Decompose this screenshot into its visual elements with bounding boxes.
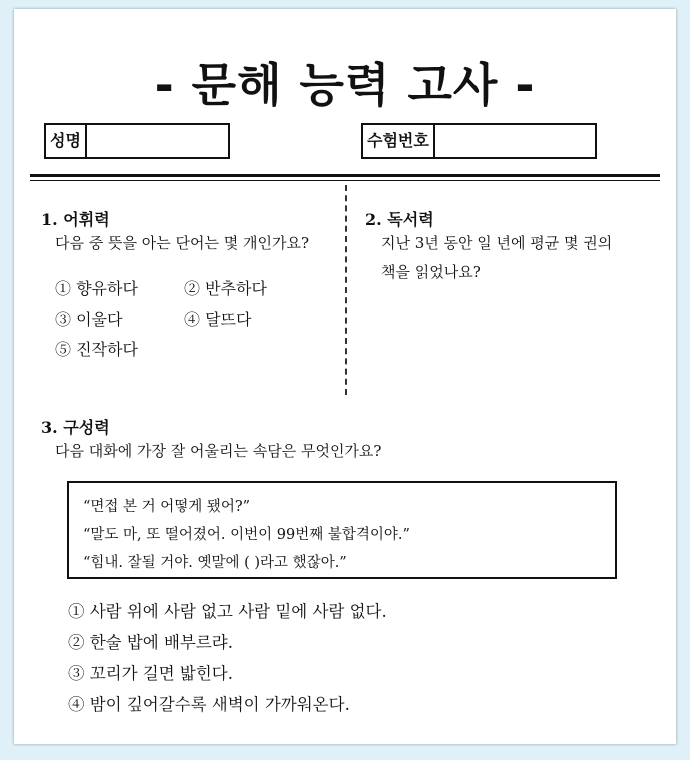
q1-option-1[interactable]: ① 향유하다 — [55, 279, 138, 298]
q3-option-1[interactable]: ① 사람 위에 사람 없고 사람 밑에 사람 없다. — [68, 602, 387, 621]
q2-prompt-line2: 책을 읽었나요? — [381, 263, 481, 281]
q2-number: 2. — [365, 210, 382, 229]
header-divider-thin — [30, 180, 660, 181]
name-input-box[interactable] — [87, 125, 228, 157]
q1-prompt: 다음 중 뜻을 아는 단어는 몇 개인가요? — [55, 234, 310, 252]
q1-title — [41, 207, 110, 230]
q3-option-3[interactable]: ③ 꼬리가 길면 밟힌다. — [68, 664, 233, 683]
q3-prompt: 다음 대화에 가장 잘 어울리는 속담은 무엇인가요? — [55, 442, 382, 460]
q1-title-text: 어휘력 — [63, 210, 110, 229]
q2-prompt-line1: 지난 3년 동안 일 년에 평균 몇 권의 — [381, 234, 613, 252]
exam-title: - 문해 능력 고사 - — [154, 58, 536, 112]
q3-dialog-line-2: “말도 마, 또 떨어졌어. 이번이 99번째 불합격이야.” — [83, 527, 410, 543]
column-divider — [345, 185, 347, 395]
q3-number: 3. — [41, 418, 58, 437]
exam-sheet — [14, 9, 676, 744]
q1-option-2[interactable]: ② 반추하다 — [184, 279, 267, 298]
q3-option-4[interactable]: ④ 밤이 깊어갈수록 새벽이 가까워온다. — [68, 695, 350, 714]
q3-option-2[interactable]: ② 한술 밥에 배부르랴. — [68, 633, 233, 652]
header-divider-thick — [30, 174, 660, 177]
q3-title-text: 구성력 — [63, 418, 110, 437]
q1-option-4[interactable]: ④ 달뜨다 — [184, 310, 252, 329]
q1-option-5[interactable]: ⑤ 진작하다 — [55, 340, 138, 359]
q3-dialog-line-3: “힘내. 잘될 거야. 옛말에 ( )라고 했잖아.” — [83, 555, 347, 571]
q1-number: 1. — [41, 210, 58, 229]
q2-title-text: 독서력 — [387, 210, 434, 229]
exam-number-input-box[interactable] — [435, 125, 595, 157]
name-field[interactable] — [44, 123, 230, 159]
q3-title — [41, 415, 110, 438]
q3-dialog-line-1: “면접 본 거 어떻게 됐어?” — [83, 499, 251, 515]
name-label: 성명 — [46, 125, 87, 157]
q3-dialog-box — [67, 481, 617, 579]
q1-option-3[interactable]: ③ 이울다 — [55, 310, 123, 329]
exam-number-field[interactable] — [361, 123, 597, 159]
exam-number-label: 수험번호 — [363, 125, 435, 157]
q2-title — [365, 207, 434, 230]
